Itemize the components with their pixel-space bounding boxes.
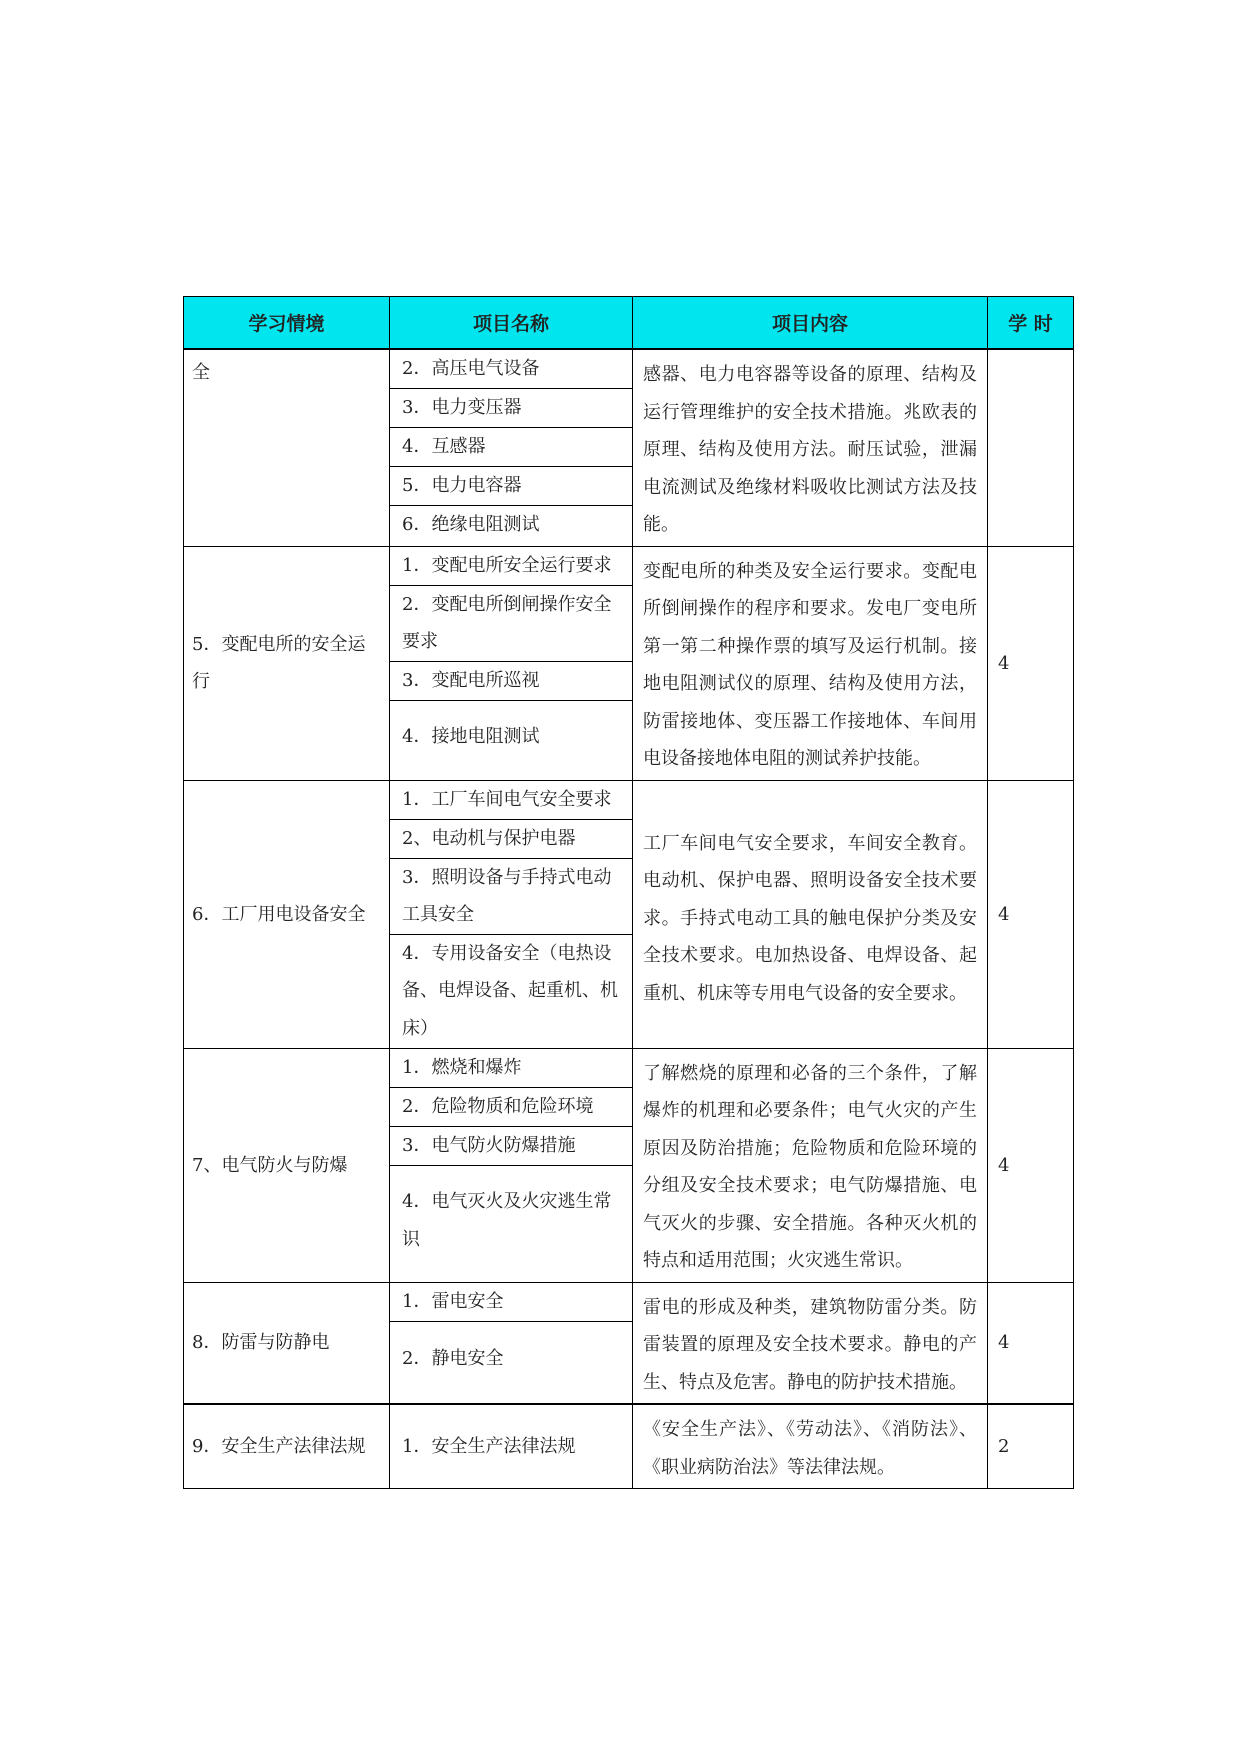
hours-cell: 4 (988, 546, 1074, 780)
situation-cell: 全 (184, 349, 390, 546)
table-row (184, 546, 1074, 780)
curriculum-table (183, 296, 1074, 1489)
project-content-cell: 感器、电力电容器等设备的原理、结构及运行管理维护的安全技术措施。兆欧表的原理、结构及使用方法。耐压试验，泄漏电流测试及绝缘材料吸收比测试方法及技能。 (633, 349, 988, 546)
situation-cell: 6．工厂用电设备安全 (184, 780, 390, 1048)
situation-cell: 7、电气防火与防爆 (184, 1048, 390, 1282)
header-project-content: 项目内容 (633, 297, 988, 350)
project-item: 1．安全生产法律法规 (402, 1435, 576, 1457)
hours-cell: 2 (988, 1404, 1074, 1489)
table-row (184, 349, 1074, 546)
project-content-cell: 雷电的形成及种类，建筑物防雷分类。防雷装置的原理及安全技术要求。静电的产生、特点及危害。静电的防护技术措施。 (633, 1282, 988, 1404)
project-item: 2．变配电所倒闸操作安全要求 (390, 585, 632, 661)
project-item: 1．雷电安全 (402, 1290, 504, 1312)
project-items-cell (390, 546, 633, 780)
header-situation: 学习情境 (184, 297, 390, 350)
project-content-cell: 《安全生产法》、《劳动法》、《消防法》、《职业病防治法》等法律法规。 (633, 1404, 988, 1489)
situation-cell: 9．安全生产法律法规 (184, 1404, 390, 1489)
project-content-cell: 了解燃烧的原理和必备的三个条件，了解爆炸的机理和必要条件；电气火灾的产生原因及防治措施；危险物质和危险环境的分组及安全技术要求；电气防爆措施、电气灭火的步骤、安全措施。各种灭火机的特点和适用范围；火灾逃生常识。 (633, 1048, 988, 1282)
hours-cell: 4 (988, 1282, 1074, 1404)
table-row (184, 780, 1074, 1048)
project-items-cell (390, 1048, 633, 1282)
hours-cell: 4 (988, 1048, 1074, 1282)
project-item: 5．电力电容器 (390, 466, 632, 505)
project-content-cell: 工厂车间电气安全要求，车间安全教育。电动机、保护电器、照明设备安全技术要求。手持式电动工具的触电保护分类及安全技术要求。电加热设备、电焊设备、起重机、机床等专用电气设备的安全要求。 (633, 780, 988, 1048)
situation-cell: 5．变配电所的安全运行 (184, 546, 390, 780)
project-item: 1．燃烧和爆炸 (402, 1056, 522, 1078)
project-item: 2、电动机与保护电器 (390, 819, 632, 858)
project-item: 1．变配电所安全运行要求 (402, 554, 612, 576)
hours-cell: 4 (988, 780, 1074, 1048)
project-item: 3．变配电所巡视 (390, 661, 632, 700)
project-item: 6．绝缘电阻测试 (390, 505, 632, 544)
project-item: 2．高压电气设备 (402, 358, 540, 380)
header-project-name: 项目名称 (390, 297, 633, 350)
project-item: 2．危险物质和危险环境 (390, 1087, 632, 1126)
project-items-cell (390, 1282, 633, 1404)
project-item: 3．电力变压器 (390, 388, 632, 427)
project-item: 4．电气灭火及火灾逃生常识 (390, 1165, 632, 1276)
table-row (184, 1048, 1074, 1282)
project-items-cell (390, 1404, 633, 1489)
project-items-cell (390, 780, 633, 1048)
table-row (184, 1282, 1074, 1404)
project-content-cell: 变配电所的种类及安全运行要求。变配电所倒闸操作的程序和要求。发电厂变电所第一第二种操作票的填写及运行机制。接地电阻测试仪的原理、结构及使用方法，防雷接地体、变压器工作接地体、车间用电设备接地体电阻的测试养护技能。 (633, 546, 988, 780)
project-item: 3．照明设备与手持式电动工具安全 (390, 858, 632, 934)
situation-cell: 8．防雷与防静电 (184, 1282, 390, 1404)
project-item: 1．工厂车间电气安全要求 (402, 788, 612, 810)
header-hours: 学 时 (988, 297, 1074, 350)
project-item: 4．专用设备安全（电热设备、电焊设备、起重机、机床） (390, 934, 632, 1048)
table-header-row (184, 297, 1074, 350)
project-item: 4．接地电阻测试 (390, 700, 632, 774)
project-item: 4．互感器 (390, 427, 632, 466)
project-item: 2．静电安全 (390, 1321, 632, 1396)
project-items-cell (390, 349, 633, 546)
table-row (184, 1404, 1074, 1489)
project-item: 3．电气防火防爆措施 (390, 1126, 632, 1165)
hours-cell (988, 349, 1074, 546)
